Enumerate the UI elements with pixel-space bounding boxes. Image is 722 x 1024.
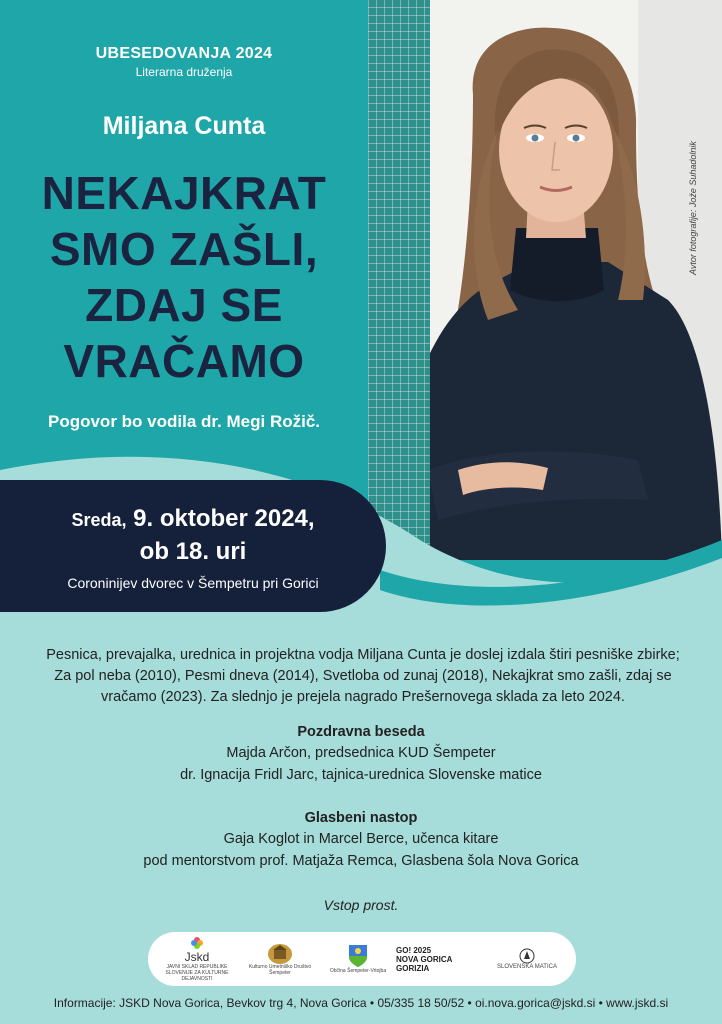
- greeting-line-2: dr. Ignacija Fridl Jarc, tajnica-urednica Slovenske matice: [180, 767, 542, 783]
- event-day: Sreda,: [71, 510, 127, 530]
- title-line-3: ZDAJ SE: [85, 279, 283, 331]
- coat-of-arms-icon: [348, 944, 368, 968]
- event-date-value: 9. oktober 2024,: [133, 505, 315, 532]
- entry-note: Vstop prost.: [323, 897, 399, 913]
- event-date: [0, 505, 386, 533]
- slovenska-matica-logo: SLOVENSKA MATICA: [488, 932, 566, 986]
- sponsor-logos: [148, 932, 576, 986]
- author-name: Miljana Cunta: [102, 112, 266, 140]
- obcina-logo: Občina Šempeter-Vrtojba: [328, 932, 388, 986]
- title-line-4: VRAČAMO: [63, 335, 305, 387]
- kud-logo: Kulturno Umetniško Društvo Šempeter: [240, 932, 320, 986]
- footer-info: Informacije: JSKD Nova Gorica, Bevkov trg 4, Nova Gorica • 05/335 18 50/52 • oi.nova.gorica@jskd.si • www.jskd.si: [53, 996, 669, 1010]
- jskd-logo: Jskd JAVNI SKLAD REPUBLIKE SLOVENIJE ZA KULTURNE DEJAVNOSTI: [162, 932, 232, 986]
- photo-credit: Avtor fotografije: Jože Suhadolnik: [688, 141, 698, 275]
- event-title: [10, 165, 358, 389]
- greeting-line-1: Majda Arčon, predsednica KUD Šempeter: [226, 745, 496, 761]
- building-icon: [267, 942, 293, 964]
- event-time: ob 18. uri: [139, 538, 247, 565]
- music-line-1: Gaja Koglot in Marcel Berce, učenca kitare: [223, 831, 499, 847]
- moderator-text: Pogovor bo vodila dr. Megi Rožič.: [47, 412, 321, 431]
- event-place: Coroninijev dvorec v Šempetru pri Gorici: [67, 575, 319, 591]
- title-line-2: SMO ZAŠLI,: [49, 223, 319, 275]
- title-line-1: NEKAJKRAT: [41, 167, 327, 219]
- greeting-heading: Pozdravna beseda: [297, 724, 425, 740]
- go2025-logo: GO! 2025 NOVA GORICA GORIZIA: [396, 945, 453, 973]
- series-subtitle: Literarna druženja: [135, 65, 233, 79]
- matica-emblem-icon: [519, 948, 535, 964]
- music-line-2: pod mentorstvom prof. Matjaža Remca, Glasbena šola Nova Gorica: [143, 853, 579, 869]
- music-heading: Glasbeni nastop: [304, 810, 418, 826]
- flower-icon: [190, 936, 204, 950]
- series-title: UBESEDOVANJA 2024: [95, 45, 273, 62]
- author-bio: Pesnica, prevajalka, urednica in projektna vodja Miljana Cunta je doslej izdala štiri pesniške zbirke; Za pol neba (2010), Pesmi dneva (2014), Svetloba od zunaj (2018), Nekajkrat smo zašli, zdaj se vračamo (2023). Za slednjo je prejela nagrado Prešernovega sklada za leto 2024.: [46, 647, 680, 705]
